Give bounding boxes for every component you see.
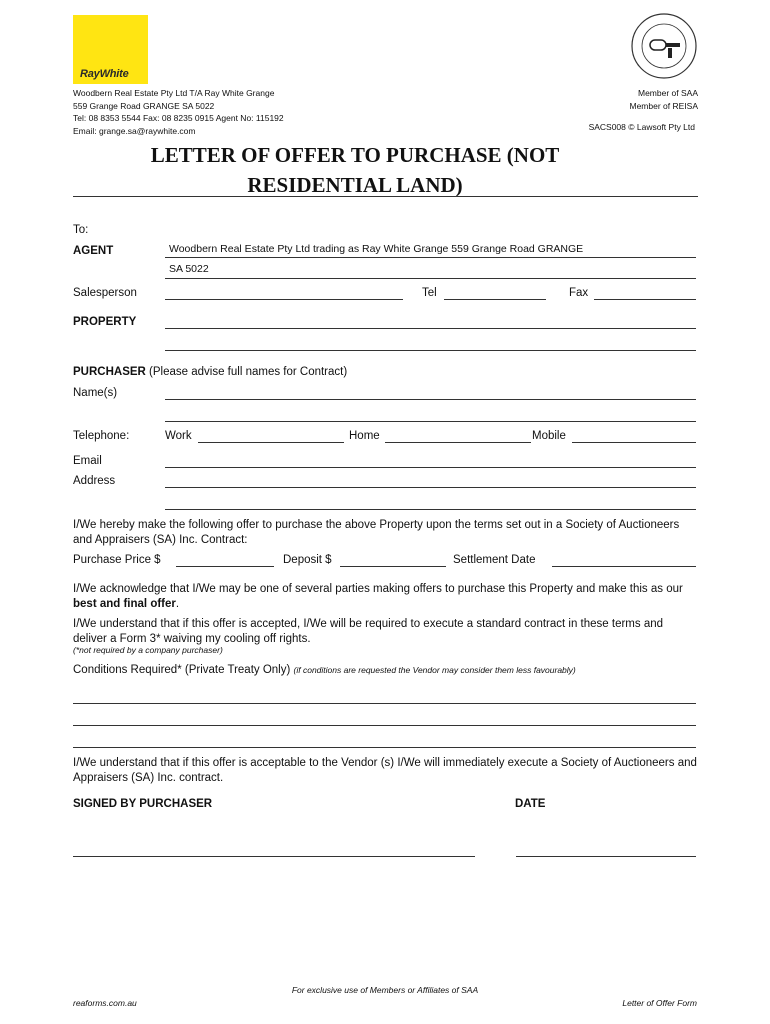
- agency-line: Woodbern Real Estate Pty Ltd T/A Ray White Grange: [73, 88, 275, 98]
- work-label: Work: [165, 430, 192, 442]
- to-label: To:: [73, 224, 89, 236]
- mobile-label: Mobile: [532, 430, 566, 442]
- settlement-date-field[interactable]: [552, 566, 696, 567]
- property-field[interactable]: [165, 350, 696, 351]
- address-field[interactable]: [165, 487, 696, 488]
- page-title: [140, 140, 570, 200]
- acknowledge-paragraph: [73, 582, 698, 611]
- agent-line1: Woodbern Real Estate Pty Ltd trading as Ray White Grange 559 Grange Road GRANGE: [169, 243, 584, 255]
- names-field[interactable]: [165, 421, 696, 422]
- conditions-note: (if conditions are requested the Vendor may consider them less favourably): [293, 665, 576, 675]
- telephone-label: Telephone:: [73, 430, 130, 442]
- logo-text: RayWhite: [80, 68, 129, 80]
- conditions-label: Conditions Required* (Private Treaty Only): [73, 664, 291, 676]
- purchase-price-field[interactable]: [176, 566, 274, 567]
- home-label: Home: [349, 430, 380, 442]
- title-line: RESIDENTIAL LAND): [247, 173, 463, 197]
- agent-underline: [165, 257, 696, 258]
- deposit-field[interactable]: [340, 566, 446, 567]
- company-note: (*not required by a company purchaser): [73, 645, 223, 655]
- date-label: DATE: [515, 798, 546, 810]
- acknowledge-end: .: [175, 597, 180, 610]
- names-label: Name(s): [73, 387, 118, 399]
- purchaser-label: PURCHASER: [73, 366, 146, 378]
- mobile-phone-field[interactable]: [572, 442, 696, 443]
- fax-label: Fax: [569, 287, 589, 299]
- membership-line: Member of SAA: [638, 88, 698, 98]
- purchaser-heading: [73, 366, 347, 378]
- footer-left: reaforms.com.au: [73, 998, 137, 1008]
- membership-line: Member of REISA: [629, 100, 698, 111]
- salesperson-label: Salesperson: [73, 287, 137, 299]
- saa-seal-icon: [630, 12, 698, 80]
- form-code: SACS008 © Lawsoft Pty Ltd: [588, 122, 695, 132]
- membership-info: [560, 87, 698, 112]
- title-divider: [73, 196, 698, 197]
- footer-right: Letter of Offer Form: [622, 998, 697, 1008]
- address-label: Address: [73, 475, 116, 487]
- agency-line: 559 Grange Road GRANGE SA 5022: [73, 100, 215, 111]
- deposit-label: Deposit $: [283, 554, 332, 566]
- agent-line2: SA 5022: [169, 263, 209, 275]
- settlement-date-label: Settlement Date: [453, 554, 536, 566]
- conditions-heading: [73, 664, 576, 676]
- property-label: PROPERTY: [73, 316, 137, 328]
- conditions-field[interactable]: [73, 703, 696, 704]
- agency-line: Email: grange.sa@raywhite.com: [73, 125, 196, 136]
- property-field[interactable]: [165, 328, 696, 329]
- signature-field[interactable]: [73, 856, 475, 857]
- agent-label: AGENT: [73, 245, 114, 257]
- home-phone-field[interactable]: [385, 442, 531, 443]
- acknowledge-text: I/We acknowledge that I/We may be one of several parties making offers to purchase this Property and make this as our: [73, 583, 683, 595]
- address-field[interactable]: [165, 509, 696, 510]
- agent-underline: [165, 278, 696, 279]
- purchaser-note: (Please advise full names for Contract): [149, 366, 348, 378]
- email-field[interactable]: [165, 467, 696, 468]
- purchase-price-label: Purchase Price $: [73, 554, 161, 566]
- understand-paragraph: I/We understand that if this offer is accepted, I/We will be required to execute a standard contract in these terms and deliver a Form 3* waiving my cooling off rights.: [73, 618, 664, 645]
- names-field[interactable]: [165, 399, 696, 400]
- footer-note: For exclusive use of Members or Affiliates of SAA: [291, 985, 479, 995]
- conditions-field[interactable]: [73, 747, 696, 748]
- email-label: Email: [73, 455, 102, 467]
- salesperson-field[interactable]: [165, 299, 403, 300]
- fax-field[interactable]: [594, 299, 696, 300]
- conditions-field[interactable]: [73, 725, 696, 726]
- agency-details: [73, 87, 373, 137]
- agency-line: Tel: 08 8353 5544 Fax: 08 8235 0915 Agent No: 115192: [73, 113, 284, 123]
- signed-label: SIGNED BY PURCHASER: [73, 798, 213, 810]
- work-phone-field[interactable]: [198, 442, 344, 443]
- title-line: LETTER OF OFFER TO PURCHASE (NOT: [150, 143, 560, 167]
- best-final-offer: best and final offer: [73, 597, 176, 610]
- signature-date-field[interactable]: [516, 856, 696, 857]
- offer-paragraph: I/We hereby make the following offer to purchase the above Property upon the terms set out in a Society of Auctioneers and Appraisers (SA) Inc. Contract:: [73, 519, 680, 546]
- tel-label: Tel: [422, 287, 437, 299]
- raywhite-logo: [73, 15, 148, 84]
- vendor-paragraph: I/We understand that if this offer is acceptable to the Vendor (s) I/We will immediately execute a Society of Auctioneers and Appraisers (SA) Inc. contract.: [73, 757, 697, 784]
- tel-field[interactable]: [444, 299, 546, 300]
